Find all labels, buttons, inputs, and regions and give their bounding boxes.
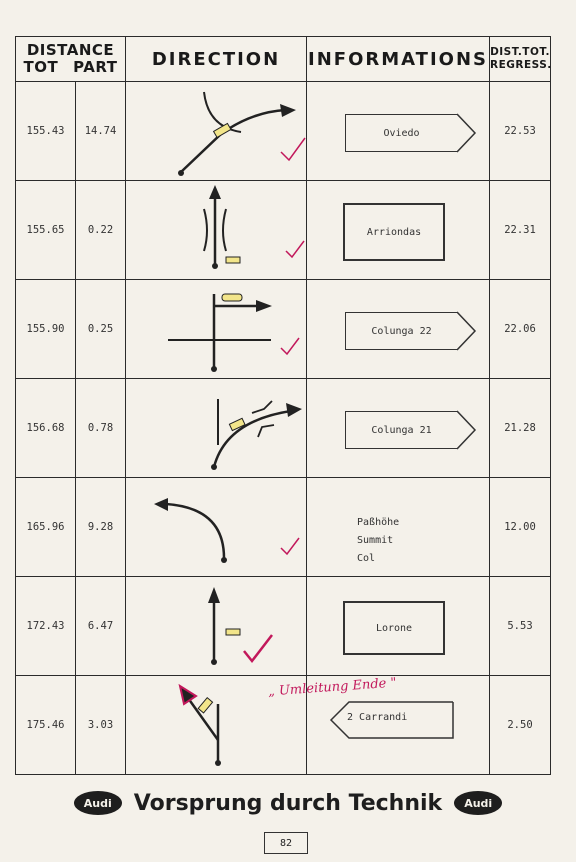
part-cell: 0.25	[76, 280, 126, 379]
straight-ahead-narrow-icon	[126, 181, 307, 279]
tot-header-label: TOT	[23, 58, 59, 76]
tot-cell: 165.96	[16, 478, 76, 577]
direction-sign	[345, 411, 457, 449]
direction-diagram	[126, 280, 307, 379]
regress-header-line2: REGRESS.	[490, 59, 552, 71]
sign-pointer-icon	[457, 410, 479, 450]
summit-line: Summit	[357, 535, 394, 546]
footer-slogan-bar	[0, 785, 576, 821]
information-cell	[307, 379, 490, 478]
straight-ahead-icon	[126, 577, 307, 675]
table-row	[16, 181, 551, 280]
tot-cell: 175.46	[16, 676, 76, 775]
audi-logo-icon: Audi	[454, 791, 502, 815]
summit-line: Col	[357, 553, 376, 564]
sign-text: Arriondas	[366, 226, 422, 238]
table-row	[16, 379, 551, 478]
slogan: Vorsprung durch Technik	[133, 790, 443, 816]
direction-sign	[345, 312, 457, 350]
sign-text: 2 Carrandi	[347, 712, 408, 723]
part-header-label: PART	[73, 58, 118, 76]
table-row	[16, 82, 551, 181]
direction-sign	[343, 601, 445, 655]
tot-cell: 155.43	[16, 82, 76, 181]
sign-pointer-icon	[457, 311, 479, 351]
informations-header: INFORMATIONS	[307, 37, 490, 82]
regress-cell: 2.50	[490, 676, 551, 775]
tot-cell: 155.65	[16, 181, 76, 280]
sign-pointer-icon	[457, 113, 479, 153]
page-number: 82	[264, 832, 308, 854]
direction-diagram	[126, 577, 307, 676]
part-cell: 9.28	[76, 478, 126, 577]
sign-text: Colunga 22	[371, 325, 432, 337]
table-row	[16, 280, 551, 379]
information-cell	[307, 577, 490, 676]
direction-sign	[345, 114, 457, 152]
regress-header	[490, 37, 551, 82]
table-row	[16, 577, 551, 676]
junction-right-fork-icon	[126, 82, 307, 180]
part-cell: 0.78	[76, 379, 126, 478]
sign-text: Colunga 21	[371, 424, 432, 436]
direction-diagram	[126, 478, 307, 577]
curve-left-icon	[126, 478, 307, 576]
information-cell	[307, 478, 490, 577]
table-row	[16, 478, 551, 577]
audi-logo-icon: Audi	[74, 791, 122, 815]
direction-diagram	[126, 82, 307, 181]
regress-cell: 12.00	[490, 478, 551, 577]
sign-text: Oviedo	[383, 127, 420, 139]
summit-text	[357, 514, 399, 568]
regress-cell: 22.53	[490, 82, 551, 181]
regress-cell: 5.53	[490, 577, 551, 676]
information-cell	[307, 280, 490, 379]
part-cell: 0.22	[76, 181, 126, 280]
information-cell	[307, 181, 490, 280]
curve-right-icon	[126, 379, 307, 477]
distance-header-label: DISTANCE	[26, 41, 115, 59]
regress-header-line1: DIST.TOT.	[490, 46, 550, 58]
tot-cell: 156.68	[16, 379, 76, 478]
part-cell: 14.74	[76, 82, 126, 181]
crossroad-turn-right-icon	[126, 280, 307, 378]
roadbook-table	[15, 36, 551, 775]
direction-header: DIRECTION	[126, 37, 307, 82]
summit-line: Paßhöhe	[357, 517, 400, 528]
tot-cell: 155.90	[16, 280, 76, 379]
direction-sign	[343, 203, 445, 261]
part-cell: 6.47	[76, 577, 126, 676]
handwritten-note: „ Umleitung Ende "	[267, 675, 397, 700]
direction-sign	[347, 712, 407, 723]
regress-cell: 21.28	[490, 379, 551, 478]
header-row	[16, 37, 551, 82]
direction-diagram	[126, 181, 307, 280]
regress-cell: 22.06	[490, 280, 551, 379]
distance-header	[16, 37, 126, 82]
sign-text: Lorone	[375, 622, 413, 634]
information-cell	[307, 82, 490, 181]
part-cell: 3.03	[76, 676, 126, 775]
tot-cell: 172.43	[16, 577, 76, 676]
direction-diagram	[126, 379, 307, 478]
regress-cell: 22.31	[490, 181, 551, 280]
